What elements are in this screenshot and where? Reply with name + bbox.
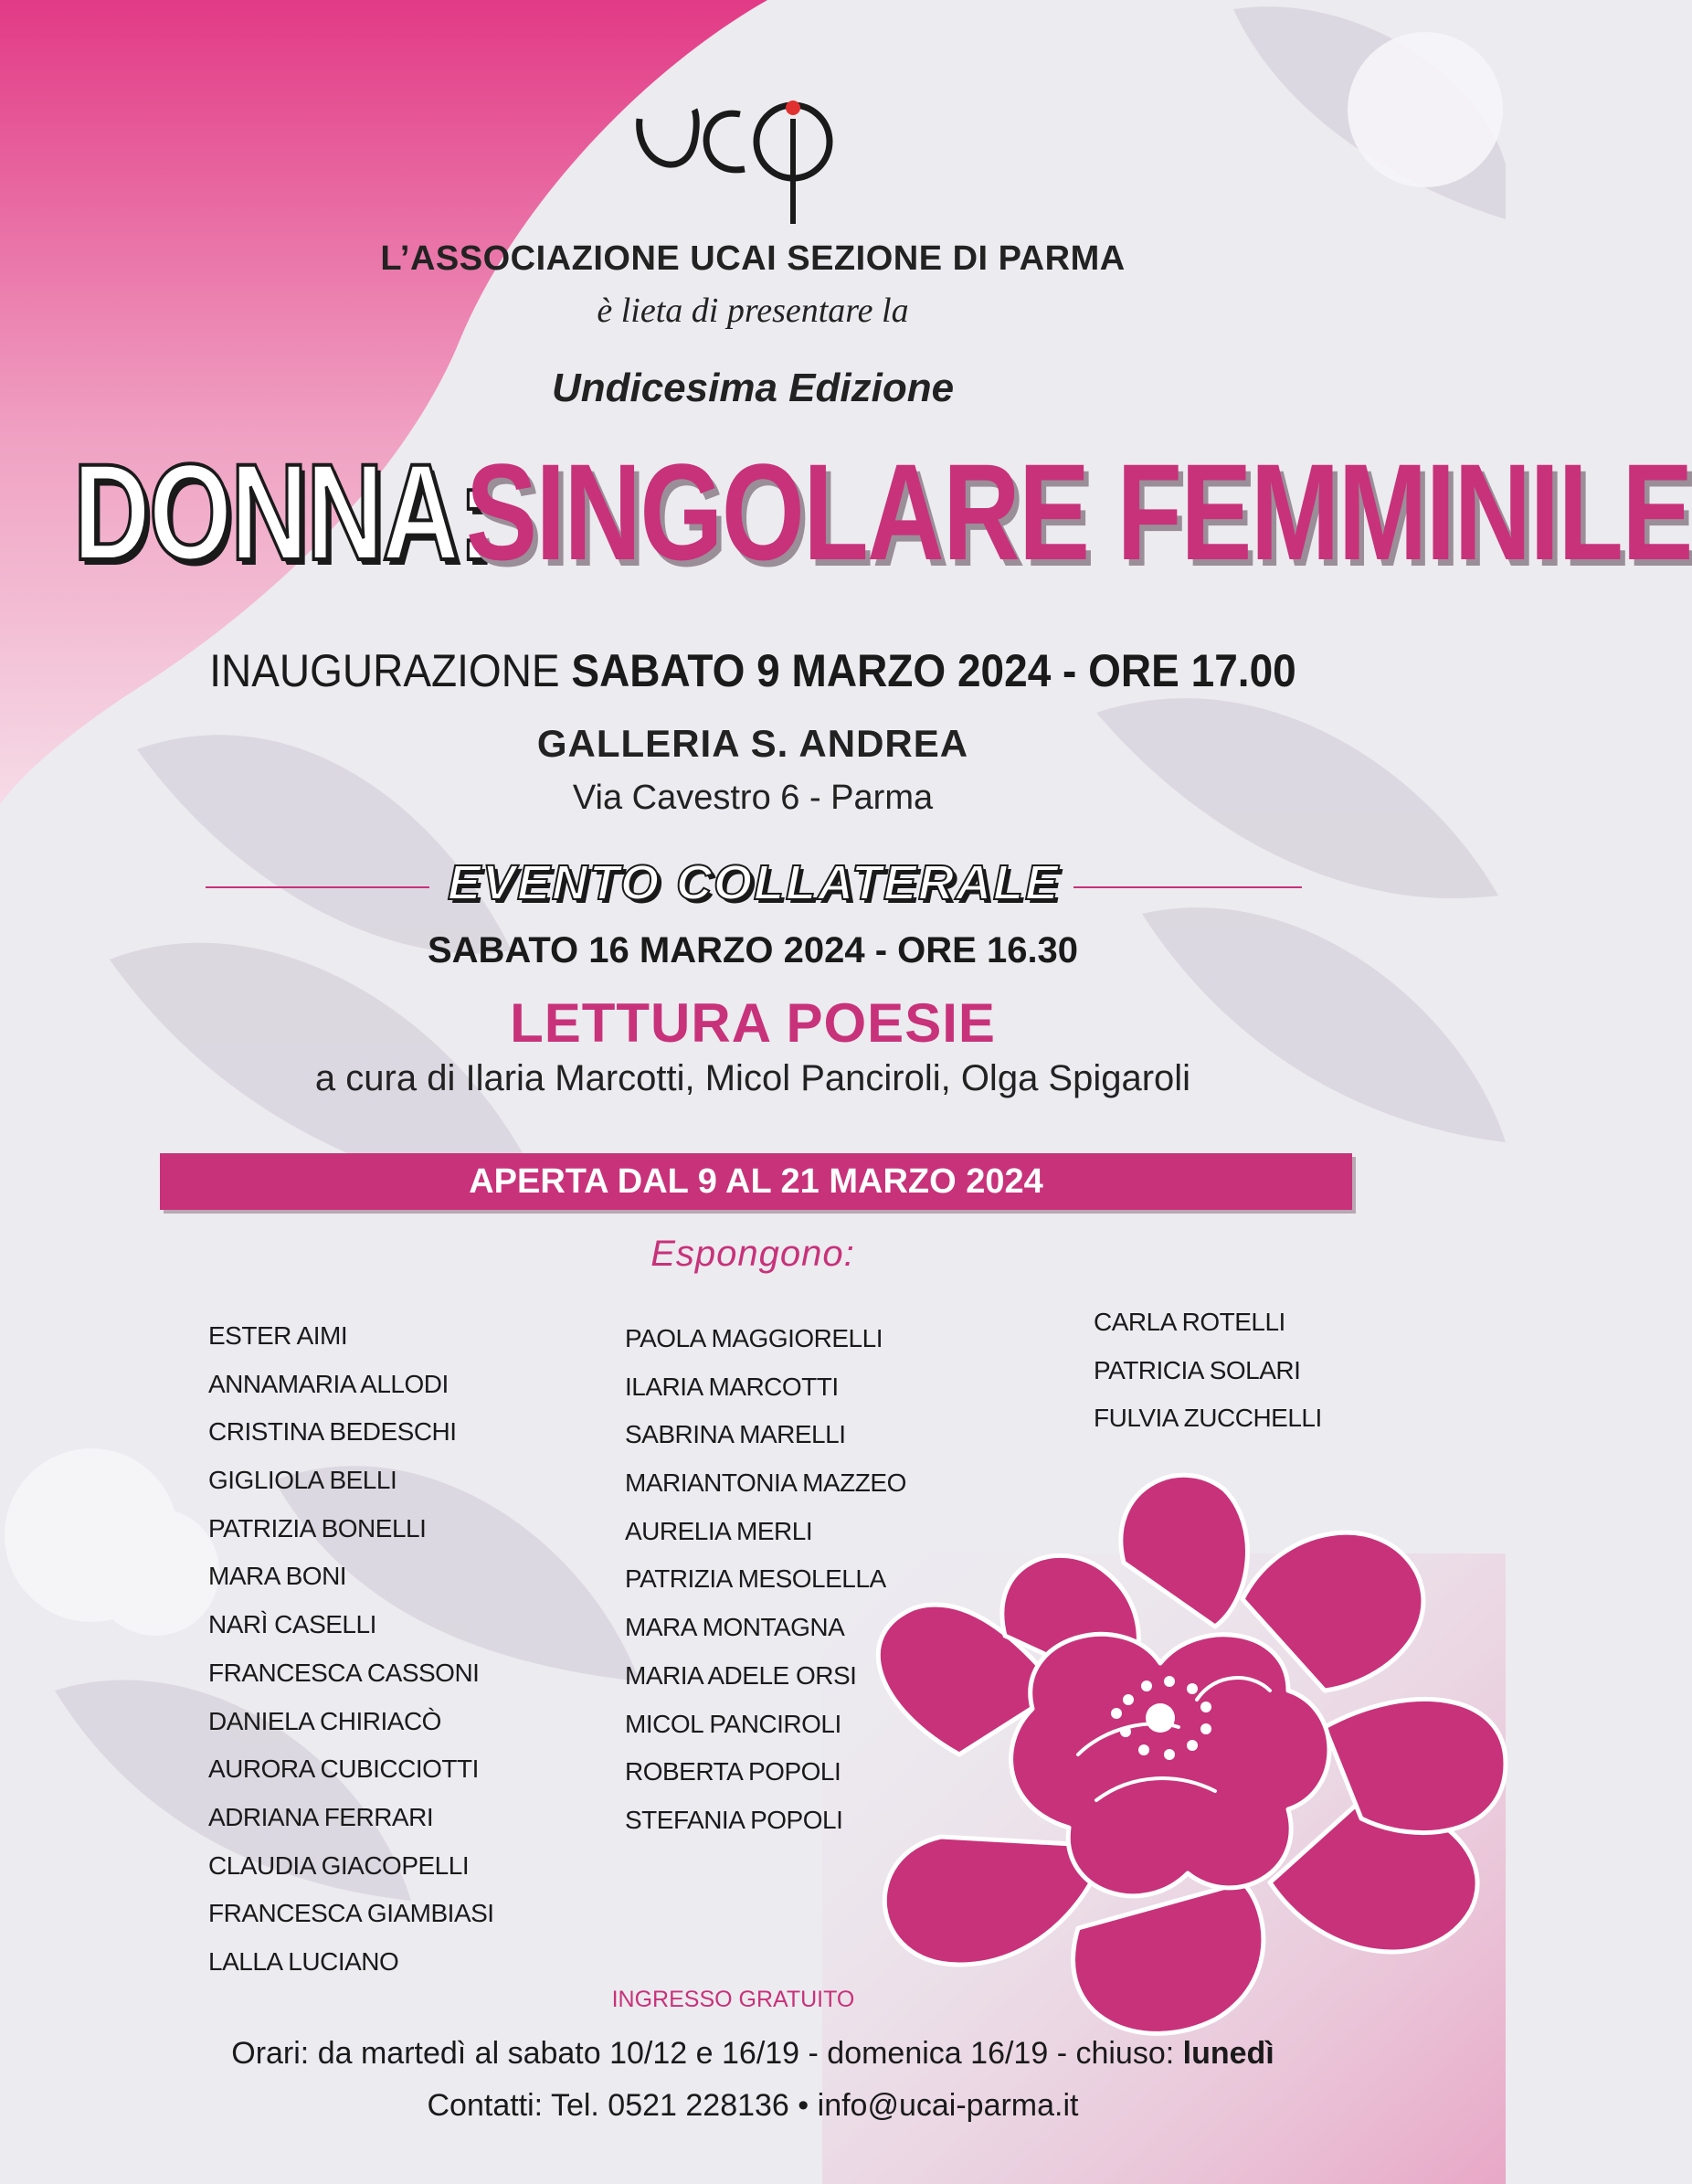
opening-hours bbox=[0, 2036, 1506, 2072]
title-singolare-femminile: SINGOLARE FEMMINILE bbox=[466, 435, 1692, 588]
artist-name: MARA BONI bbox=[208, 1562, 347, 1591]
artist-name: ESTER AIMI bbox=[208, 1321, 348, 1350]
artist-name: ADRIANA FERRARI bbox=[208, 1802, 434, 1831]
artist-name: CRISTINA BEDESCHI bbox=[208, 1417, 457, 1447]
collateral-curators: a cura di Ilaria Marcotti, Micol Panciroli, Olga Spigaroli bbox=[314, 1058, 1191, 1098]
inauguration-line bbox=[60, 644, 1445, 697]
artist-name: MARIA ADELE ORSI bbox=[625, 1660, 857, 1690]
artist-name: MICOL PANCIROLI bbox=[625, 1709, 841, 1738]
artist-name: PATRIZIA BONELLI bbox=[208, 1513, 427, 1543]
artist-name: MARA MONTAGNA bbox=[625, 1613, 845, 1642]
divider-right bbox=[1073, 886, 1302, 888]
opening-hours-text: Orari: da martedì al sabato 10/12 e 16/19 - domenica 16/19 - chiuso: bbox=[231, 2036, 1175, 2071]
inauguration-datetime: SABATO 9 MARZO 2024 - ORE 17.00 bbox=[571, 645, 1296, 696]
artist-name: GIGLIOLA BELLI bbox=[208, 1466, 397, 1495]
artist-name: AURORA CUBICCIOTTI bbox=[208, 1755, 479, 1784]
contacts: Contatti: Tel. 0521 228136 • info@ucai-parma.it bbox=[427, 2088, 1079, 2123]
venue-address: Via Cavestro 6 - Parma bbox=[572, 779, 934, 817]
inauguration-label: INAUGURAZIONE bbox=[209, 645, 560, 696]
artist-list-col3 bbox=[1094, 1299, 1322, 1443]
artist-name: LALLA LUCIANO bbox=[208, 1946, 399, 1976]
artist-name: PAOLA MAGGIORELLI bbox=[625, 1324, 883, 1352]
divider-left bbox=[206, 886, 429, 888]
artist-name: ILARIA MARCOTTI bbox=[625, 1372, 839, 1401]
artist-name: SABRINA MARELLI bbox=[625, 1420, 846, 1449]
artist-name: FRANCESCA CASSONI bbox=[208, 1658, 480, 1687]
artist-name: ANNAMARIA ALLODI bbox=[208, 1369, 449, 1398]
ucai-logo bbox=[630, 91, 850, 228]
collateral-datetime: SABATO 16 MARZO 2024 - ORE 16.30 bbox=[427, 930, 1079, 970]
presents-line: è lieta di presentare la bbox=[597, 292, 909, 330]
artist-name: NARÌ CASELLI bbox=[208, 1610, 376, 1639]
artist-name: CARLA ROTELLI bbox=[1094, 1308, 1285, 1336]
artist-name: CLAUDIA GIACOPELLI bbox=[208, 1850, 470, 1880]
artist-name: MARIANTONIA MAZZEO bbox=[625, 1468, 906, 1498]
association-name: L’ASSOCIAZIONE UCAI SEZIONE DI PARMA bbox=[380, 239, 1126, 278]
artist-name: FRANCESCA GIAMBIASI bbox=[208, 1899, 494, 1928]
opening-banner-text: APERTA DAL 9 AL 21 MARZO 2024 bbox=[469, 1162, 1043, 1201]
peony-flower-icon bbox=[850, 1453, 1506, 2056]
artist-list-col1 bbox=[208, 1312, 494, 1987]
collateral-heading: EVENTO COLLATERALE bbox=[447, 855, 1061, 910]
artist-name: AURELIA MERLI bbox=[625, 1516, 813, 1545]
artist-name: ROBERTA POPOLI bbox=[625, 1757, 841, 1786]
artist-name: PATRICIA SOLARI bbox=[1094, 1355, 1301, 1384]
title-donna: DONNA: bbox=[73, 435, 492, 588]
artist-list-col2 bbox=[625, 1315, 906, 1845]
artist-name: PATRIZIA MESOLELLA bbox=[625, 1564, 886, 1594]
artist-name: FULVIA ZUCCHELLI bbox=[1094, 1404, 1322, 1433]
edition-label: Undicesima Edizione bbox=[551, 366, 955, 410]
closed-day: lunedì bbox=[1182, 2036, 1274, 2071]
artist-name: DANIELA CHIRIACÒ bbox=[208, 1706, 441, 1735]
venue-name: GALLERIA S. ANDREA bbox=[536, 722, 969, 765]
collateral-event: LETTURA POESIE bbox=[510, 992, 996, 1054]
free-entry-label: INGRESSO GRATUITO bbox=[611, 1987, 855, 2012]
artist-name: STEFANIA POPOLI bbox=[625, 1805, 843, 1834]
main-title bbox=[73, 435, 1692, 588]
exhibitors-heading: Espongono: bbox=[650, 1234, 855, 1274]
